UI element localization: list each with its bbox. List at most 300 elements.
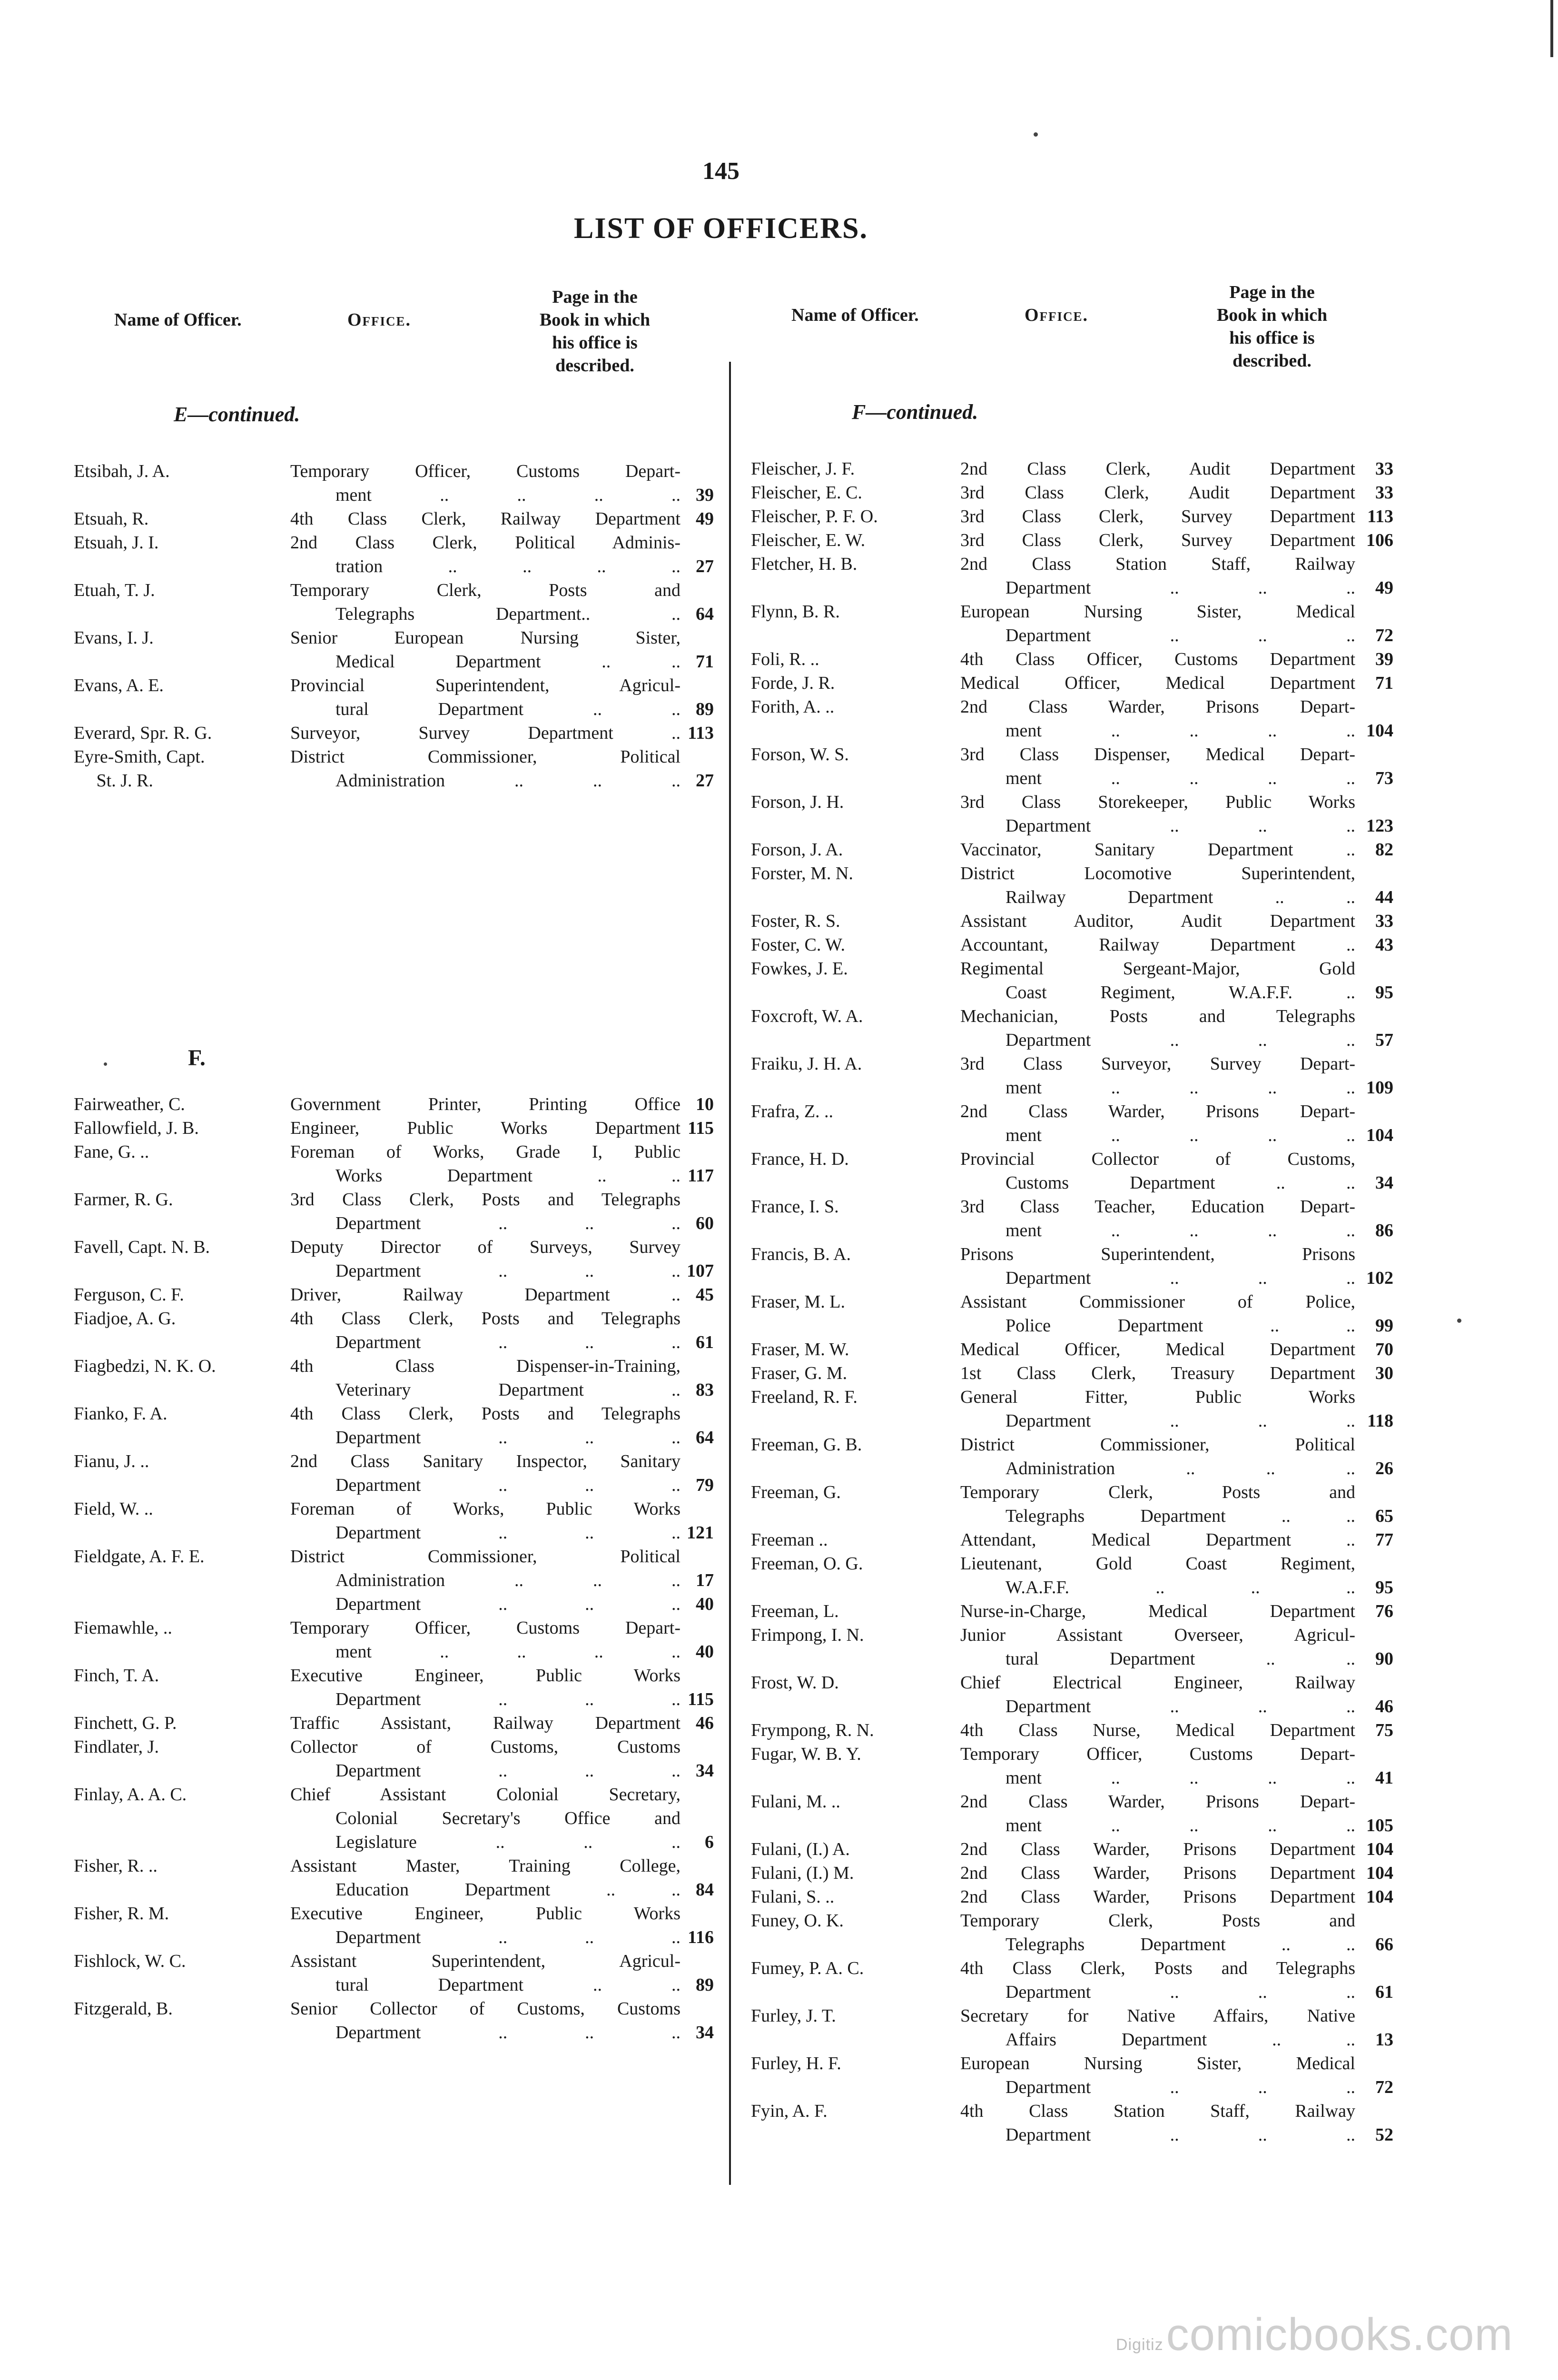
section-f-heading: F. [188, 1045, 206, 1071]
page-ref: 40 [696, 1642, 714, 1662]
officer-office [290, 578, 680, 626]
f-continued-entries-list [751, 457, 1393, 2147]
officer-entry [74, 1092, 714, 1116]
page-ref: 33 [1375, 483, 1393, 503]
office-line: Department .. .. .. [335, 1475, 680, 1495]
officer-office [960, 1790, 1355, 1837]
officer-name: Forster, M. N. [751, 863, 853, 883]
page-ref: 95 [1375, 1577, 1393, 1597]
page-ref: 83 [696, 1380, 714, 1400]
officer-name: Finch, T. A. [74, 1666, 159, 1686]
office-line: Government Printer, Printing Office [290, 1094, 680, 1114]
officer-name: Funey, O. K. [751, 1911, 844, 1931]
officer-office [960, 1195, 1355, 1242]
officer-name: Forson, W. S. [751, 744, 849, 764]
officer-entry [74, 1735, 714, 1783]
officer-office [290, 1402, 680, 1449]
office-line: 2nd Class Warder, Prisons Depart- [960, 1792, 1355, 1812]
officer-entry [751, 1242, 1393, 1290]
officer-name: Fugar, W. B. Y. [751, 1744, 861, 1764]
page-ref: 75 [1375, 1720, 1393, 1740]
officer-name: Fianu, J. .. [74, 1451, 149, 1471]
office-line: Vaccinator, Sanitary Department .. [960, 840, 1355, 860]
officer-entry [751, 862, 1393, 909]
officer-name: Evans, A. E. [74, 675, 164, 695]
officer-office [960, 838, 1355, 862]
officer-name: Etuah, T. J. [74, 580, 155, 600]
office-line: 2nd Class Warder, Prisons Department [960, 1863, 1355, 1883]
officer-entry [751, 2052, 1393, 2099]
officer-entry [751, 790, 1393, 838]
office-line: Traffic Assistant, Railway Department [290, 1713, 680, 1733]
officer-entry [751, 1552, 1393, 1599]
office-line: Driver, Railway Department .. [290, 1285, 680, 1305]
page-ref: 30 [1375, 1363, 1393, 1383]
office-line: Administration .. .. .. [1006, 1458, 1355, 1478]
page-ref: 73 [1375, 768, 1393, 788]
officer-entry [74, 674, 714, 721]
officer-entry [751, 1742, 1393, 1790]
officer-entry [751, 933, 1393, 957]
watermark [1116, 2309, 1513, 2361]
officer-name: Fishlock, W. C. [74, 1951, 186, 1971]
officer-entry [74, 1545, 714, 1616]
header-office: Office. [347, 310, 412, 330]
officer-entry [74, 1402, 714, 1449]
officer-name: Fulani, (I.) M. [751, 1863, 854, 1883]
officer-entry [751, 1195, 1393, 1242]
officer-office [960, 2004, 1355, 2052]
office-line: tural Department .. .. [1006, 1649, 1355, 1669]
office-line: Affairs Department .. .. [1006, 2030, 1355, 2050]
office-line: Prisons Superintendent, Prisons [960, 1244, 1355, 1264]
office-line: Foreman of Works, Public Works [290, 1499, 680, 1519]
office-line: Department .. .. .. [335, 2023, 680, 2043]
officer-name: Francis, B. A. [751, 1244, 851, 1264]
office-line: 4th Class Officer, Customs Department [960, 649, 1355, 669]
officer-office [290, 745, 680, 793]
office-line: Department .. .. .. [335, 1689, 680, 1709]
office-line: Collector of Customs, Customs [290, 1737, 680, 1757]
office-line: Temporary Clerk, Posts and [960, 1911, 1355, 1931]
officer-office [960, 1004, 1355, 1052]
officer-office [960, 790, 1355, 838]
officer-name: Field, W. .. [74, 1499, 153, 1519]
officer-entry [751, 1433, 1393, 1480]
header-page-line: Page in the [1229, 282, 1315, 302]
officer-entry [751, 1956, 1393, 2004]
officer-office [290, 531, 680, 578]
office-line: 4th Class Clerk, Posts and Telegraphs [290, 1309, 680, 1329]
officer-name: Freeman, G. [751, 1482, 841, 1502]
page-ref: 64 [696, 604, 714, 624]
office-line: Department .. .. .. [1006, 816, 1355, 836]
officer-office [960, 1885, 1355, 1909]
officer-name: France, I. S. [751, 1197, 839, 1217]
officer-entry [751, 1837, 1393, 1861]
officer-name: Fulani, M. .. [751, 1792, 840, 1812]
header-name-of-officer: Name of Officer. [791, 305, 919, 325]
page-ref: 71 [1375, 673, 1393, 693]
officer-name: Eyre-Smith, Capt. St. J. R. [74, 747, 205, 791]
page-ref: 66 [1375, 1934, 1393, 1954]
officer-office [290, 459, 680, 507]
page-ref: 116 [688, 1927, 714, 1947]
officer-name: Evans, I. J. [74, 628, 154, 648]
officer-name: Forson, J. H. [751, 792, 844, 812]
officer-name: Findlater, J. [74, 1737, 159, 1757]
page-ref: 107 [687, 1261, 714, 1281]
page-ref: 102 [1366, 1268, 1393, 1288]
officer-office [290, 1188, 680, 1235]
officer-office [960, 600, 1355, 647]
office-line: Colonial Secretary's Office and [335, 1808, 680, 1828]
page-ref: 104 [1366, 1887, 1393, 1907]
officer-office [960, 1100, 1355, 1147]
header-page-line: Book in which [539, 310, 651, 330]
officer-entry [74, 626, 714, 674]
officer-name: Fisher, R. .. [74, 1856, 158, 1876]
office-line: tural Department .. .. [335, 699, 680, 719]
officer-office [960, 1052, 1355, 1100]
office-line: Department .. .. .. [1006, 625, 1355, 645]
officer-entry [74, 1116, 714, 1140]
page-ref: 34 [696, 1761, 714, 1781]
office-line: Junior Assistant Overseer, Agricul- [960, 1625, 1355, 1645]
officer-office [290, 1949, 680, 1997]
officer-name: Fiemawhle, .. [74, 1618, 172, 1638]
officer-entry [751, 647, 1393, 671]
page-ref: 44 [1375, 887, 1393, 907]
officer-office [960, 457, 1355, 481]
office-line: Executive Engineer, Public Works [290, 1904, 680, 1924]
office-line: ment .. .. .. .. [1006, 721, 1355, 741]
page-ref: 27 [696, 771, 714, 791]
office-line: European Nursing Sister, Medical [960, 2053, 1355, 2073]
officer-name: Fulani, S. .. [751, 1887, 835, 1907]
right-column-header [751, 281, 1393, 371]
header-page-line: his office is [552, 333, 638, 353]
officer-office [960, 695, 1355, 743]
page-ref: 76 [1375, 1601, 1393, 1621]
office-line: Police Department .. .. [1006, 1316, 1355, 1336]
officer-office [960, 1385, 1355, 1433]
officer-office [960, 1147, 1355, 1195]
page-ref: 60 [696, 1213, 714, 1233]
officer-office [290, 1449, 680, 1497]
office-line: ment .. .. .. .. [335, 1642, 680, 1662]
office-line: Regimental Sergeant-Major, Gold [960, 959, 1355, 979]
office-line: Veterinary Department .. [335, 1380, 680, 1400]
office-line: Nurse-in-Charge, Medical Department [960, 1601, 1355, 1621]
office-line: 4th Class Clerk, Railway Department [290, 509, 680, 529]
page-ref: 33 [1375, 911, 1393, 931]
officer-name: Fleischer, J. F. [751, 459, 855, 479]
page-ref: 52 [1375, 2125, 1393, 2145]
officer-entry [74, 578, 714, 626]
office-line: Chief Electrical Engineer, Railway [960, 1673, 1355, 1693]
office-line: Department .. .. .. [1006, 2125, 1355, 2145]
page-ref: 84 [696, 1880, 714, 1900]
officer-entry [74, 1997, 714, 2044]
officer-name: Fleischer, P. F. O. [751, 506, 878, 526]
office-line: Temporary Officer, Customs Depart- [290, 461, 680, 481]
office-line: Provincial Superintendent, Agricul- [290, 675, 680, 695]
office-line: General Fitter, Public Works [960, 1387, 1355, 1407]
page-ref: 121 [687, 1523, 714, 1543]
page-ref: 109 [1366, 1078, 1393, 1098]
office-line: District Locomotive Superintendent, [960, 863, 1355, 883]
page-ref: 89 [696, 1975, 714, 1995]
office-line: 4th Class Clerk, Posts and Telegraphs [960, 1958, 1355, 1978]
office-line: Lieutenant, Gold Coast Regiment, [960, 1554, 1355, 1574]
officer-office [290, 626, 680, 674]
officer-office [960, 1361, 1355, 1385]
section-f-continued: F—continued. [852, 400, 978, 424]
officer-name: Furley, H. F. [751, 2053, 841, 2073]
office-line: European Nursing Sister, Medical [960, 602, 1355, 622]
office-line: Chief Assistant Colonial Secretary, [290, 1785, 680, 1805]
officer-office [290, 1711, 680, 1735]
officer-entry [751, 1599, 1393, 1623]
office-line: ment .. .. .. .. [1006, 1815, 1355, 1835]
office-line: Department .. .. .. [335, 1927, 680, 1947]
watermark-large: comicbooks.com [1166, 2309, 1513, 2360]
officer-entry [751, 1861, 1393, 1885]
page-ref: 71 [696, 652, 714, 672]
office-line: ment .. .. .. .. [1006, 1078, 1355, 1098]
office-line: 1st Class Clerk, Treasury Department [960, 1363, 1355, 1383]
officer-office [960, 909, 1355, 933]
office-line: 3rd Class Surveyor, Survey Depart- [960, 1054, 1355, 1074]
officer-office [290, 1092, 680, 1116]
office-line: ment .. .. .. .. [335, 485, 680, 505]
office-line: tural Department .. .. [335, 1975, 680, 1995]
officer-name: Favell, Capt. N. B. [74, 1237, 210, 1257]
officer-name: Frimpong, I. N. [751, 1625, 864, 1645]
officer-name: Frympong, R. N. [751, 1720, 874, 1740]
officer-entry [751, 1147, 1393, 1195]
office-line: 4th Class Dispenser-in-Training, [290, 1356, 680, 1376]
officer-name: Fallowfield, J. B. [74, 1118, 199, 1138]
page-ref: 45 [696, 1285, 714, 1305]
officer-office [290, 1354, 680, 1402]
page-ref: 104 [1366, 721, 1393, 741]
officer-entry [74, 1307, 714, 1354]
office-line: 2nd Class Sanitary Inspector, Sanitary [290, 1451, 680, 1471]
page-ref: 43 [1375, 935, 1393, 955]
office-line: 2nd Class Warder, Prisons Depart- [960, 697, 1355, 717]
officer-name: France, H. D. [751, 1149, 849, 1169]
page-ref: 49 [1375, 578, 1393, 598]
office-line: Temporary Clerk, Posts and [290, 580, 680, 600]
office-line: 3rd Class Clerk, Posts and Telegraphs [290, 1190, 680, 1210]
officer-office [290, 1616, 680, 1664]
officer-office [960, 1742, 1355, 1790]
office-line: Department .. .. .. [1006, 1696, 1355, 1716]
office-line: Medical Department .. .. [335, 652, 680, 672]
officer-name: Foli, R. .. [751, 649, 819, 669]
officer-office [290, 1783, 680, 1854]
officer-name: Fianko, F. A. [74, 1404, 168, 1424]
office-line: 3rd Class Clerk, Audit Department [960, 483, 1355, 503]
officer-name: Fleischer, E. W. [751, 530, 866, 550]
page-ref: 72 [1375, 2077, 1393, 2097]
officer-name: Fisher, R. M. [74, 1904, 169, 1924]
officer-entry [74, 1449, 714, 1497]
office-line: District Commissioner, Political [290, 1547, 680, 1567]
office-line: 2nd Class Warder, Prisons Department [960, 1839, 1355, 1859]
page-ref: 113 [1367, 506, 1393, 526]
officer-name: Forson, J. A. [751, 840, 843, 860]
officer-name: Frafra, Z. .. [751, 1101, 834, 1121]
office-line: Secretary for Native Affairs, Native [960, 2006, 1355, 2026]
header-page-line: described. [555, 356, 634, 376]
office-line: Department .. .. .. [335, 1261, 680, 1281]
office-line: Telegraphs Department.. .. [335, 604, 680, 624]
officer-office [290, 1116, 680, 1140]
officer-entry [74, 1949, 714, 1997]
office-line: Department .. .. .. [1006, 578, 1355, 598]
officer-name: Fleischer, E. C. [751, 483, 862, 503]
page-ref: 46 [696, 1713, 714, 1733]
page-ref: 46 [1375, 1696, 1393, 1716]
officer-entry [74, 1783, 714, 1854]
office-line: Department .. .. .. [335, 1213, 680, 1233]
officer-name: Fiadjoe, A. G. [74, 1309, 176, 1329]
office-line: 2nd Class Clerk, Audit Department [960, 459, 1355, 479]
print-speck [1034, 132, 1038, 137]
officer-entry [751, 505, 1393, 528]
officer-entry [74, 1616, 714, 1664]
office-line: Executive Engineer, Public Works [290, 1666, 680, 1686]
page-ref: 104 [1366, 1863, 1393, 1883]
page-ref: 39 [696, 485, 714, 505]
officer-office [960, 1956, 1355, 2004]
officer-entry [751, 909, 1393, 933]
header-page-line: his office is [1229, 328, 1315, 348]
officer-entry [751, 1623, 1393, 1671]
officer-name: Freeman .. [751, 1530, 828, 1550]
office-line: District Commissioner, Political [290, 747, 680, 767]
office-line: Senior European Nursing Sister, [290, 628, 680, 648]
office-line: Railway Department .. .. [1006, 887, 1355, 907]
officer-entry [74, 721, 714, 745]
page-ref: 104 [1366, 1839, 1393, 1859]
office-line: Telegraphs Department .. .. [1006, 1934, 1355, 1954]
office-line: 3rd Class Teacher, Education Depart- [960, 1197, 1355, 1217]
office-line: Deputy Director of Surveys, Survey [290, 1237, 680, 1257]
office-line: ment .. .. .. .. [1006, 768, 1355, 788]
officer-office [960, 1623, 1355, 1671]
officer-name: Freeman, G. B. [751, 1435, 862, 1455]
office-line: 3rd Class Dispenser, Medical Depart- [960, 744, 1355, 764]
office-line: W.A.F.F. .. .. .. [1006, 1577, 1355, 1597]
office-line: Accountant, Railway Department .. [960, 935, 1355, 955]
office-line: District Commissioner, Political [960, 1435, 1355, 1455]
officer-name: Fraiku, J. H. A. [751, 1054, 862, 1074]
officer-office [290, 507, 680, 531]
office-line: Attendant, Medical Department .. [960, 1530, 1355, 1550]
page-ref: 106 [1366, 530, 1393, 550]
page-ref: 64 [696, 1428, 714, 1448]
right-column [751, 281, 1393, 2147]
office-line: Assistant Superintendent, Agricul- [290, 1951, 680, 1971]
officer-name: Fiagbedzi, N. K. O. [74, 1356, 216, 1376]
page-ref: 57 [1375, 1030, 1393, 1050]
office-line: 2nd Class Warder, Prisons Depart- [960, 1101, 1355, 1121]
office-line: tration .. .. .. .. [335, 556, 680, 576]
officer-name: Foster, R. S. [751, 911, 840, 931]
officer-name: Ferguson, C. F. [74, 1285, 184, 1305]
page-ref: 49 [696, 509, 714, 529]
page-ref: 34 [696, 2023, 714, 2043]
officer-name: Fumey, P. A. C. [751, 1958, 864, 1978]
officer-name: Freeman, L. [751, 1601, 839, 1621]
office-line: Mechanician, Posts and Telegraphs [960, 1006, 1355, 1026]
office-line: Department .. .. .. [335, 1594, 680, 1614]
watermark-small: Digitiz [1116, 2336, 1164, 2354]
officer-office [290, 1854, 680, 1902]
page-number: 145 [702, 158, 740, 185]
officer-name: Fletcher, H. B. [751, 554, 858, 574]
officer-name: Furley, J. T. [751, 2006, 836, 2026]
page-ref: 113 [688, 723, 714, 743]
page-ref: 26 [1375, 1458, 1393, 1478]
officer-office [960, 743, 1355, 790]
officer-name: Finchett, G. P. [74, 1713, 177, 1733]
officer-office [960, 1552, 1355, 1599]
header-name-of-officer: Name of Officer. [114, 310, 242, 330]
office-line: Surveyor, Survey Department .. [290, 723, 680, 743]
office-line: Works Department .. .. [335, 1166, 680, 1186]
officer-name: Forith, A. .. [751, 697, 835, 717]
officer-office [960, 528, 1355, 552]
office-line: ment .. .. .. .. [1006, 1220, 1355, 1240]
officer-entry [751, 1100, 1393, 1147]
section-e-continued: E—continued. [174, 403, 300, 426]
officer-office [960, 505, 1355, 528]
officer-entry [751, 2099, 1393, 2147]
page-ref: 72 [1375, 625, 1393, 645]
page-ref: 89 [696, 699, 714, 719]
office-line: Department .. .. .. [1006, 2077, 1355, 2097]
office-line: Assistant Commissioner of Police, [960, 1292, 1355, 1312]
page-ref: 61 [696, 1332, 714, 1352]
page-ref: 34 [1375, 1173, 1393, 1193]
officer-office [290, 1283, 680, 1307]
officer-entry [751, 1671, 1393, 1718]
officer-entry [74, 1497, 714, 1545]
f-entries-list [74, 1092, 714, 2044]
officer-office [290, 1545, 680, 1616]
officer-entry [751, 671, 1393, 695]
officer-name: Farmer, R. G. [74, 1190, 173, 1210]
officer-name: Fraser, M. W. [751, 1339, 849, 1359]
officer-name: Etsibah, J. A. [74, 461, 170, 481]
officer-office [960, 1718, 1355, 1742]
office-line: ment .. .. .. .. [1006, 1768, 1355, 1788]
office-line: Temporary Officer, Customs Depart- [290, 1618, 680, 1638]
office-line: Temporary Clerk, Posts and [960, 1482, 1355, 1502]
officer-name: Foxcroft, W. A. [751, 1006, 863, 1026]
office-line: 2nd Class Clerk, Political Adminis- [290, 533, 680, 553]
officer-office [290, 1664, 680, 1711]
page-title: LIST OF OFFICERS. [574, 212, 868, 245]
officer-name: Everard, Spr. R. G. [74, 723, 212, 743]
page-ref: 13 [1375, 2030, 1393, 2050]
officer-entry [751, 2004, 1393, 2052]
